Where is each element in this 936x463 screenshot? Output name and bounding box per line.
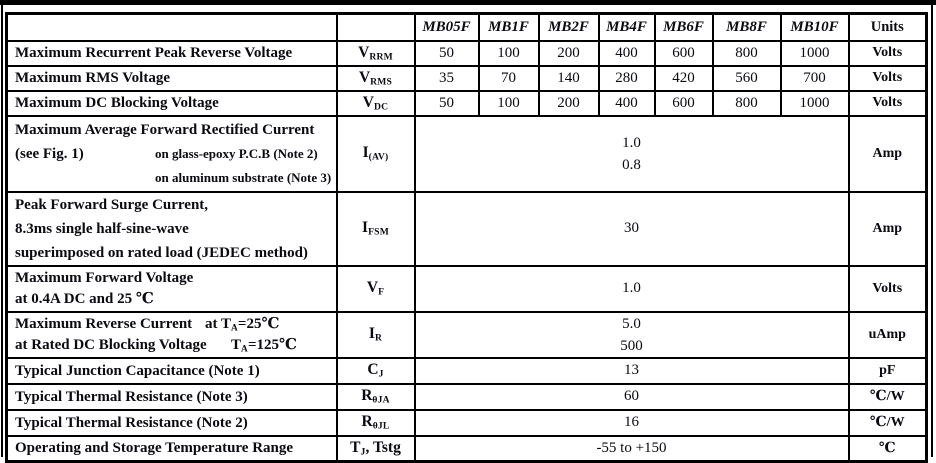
param-label [7, 192, 337, 266]
page-top-rule [0, 0, 936, 5]
table-row-vrms [7, 66, 927, 91]
table-header-row [7, 14, 927, 41]
label-line [15, 335, 336, 356]
value-cell: 1000 [781, 91, 849, 116]
symbol-base: I [362, 144, 369, 162]
label-reverse-current: Maximum Reverse Current [15, 315, 193, 332]
symbol-base: R [361, 413, 373, 431]
value-cell-span [415, 116, 849, 192]
column-header-mb4f: MB4F [599, 14, 655, 41]
symbol-base: C [367, 361, 379, 379]
label-line: superimposed on rated load (JEDEC method) [15, 244, 308, 261]
value-cell: 200 [539, 91, 599, 116]
value-cell: 100 [479, 41, 539, 66]
symbol-subscript: J [378, 368, 384, 380]
symbol-cell [337, 312, 415, 358]
symbol-base: V [358, 68, 371, 86]
value-cell-span: -55 to +150 [415, 436, 849, 462]
param-label: Maximum DC Blocking Voltage [7, 91, 337, 116]
symbol-cell [337, 266, 415, 312]
symbol-cell [337, 41, 415, 66]
value-cell: 50 [415, 41, 479, 66]
table-row-vrrm [7, 41, 927, 66]
label-line: Maximum Average Forward Rectified Current [15, 121, 315, 138]
table-row-ir [7, 312, 927, 358]
value-cell-span: 13 [415, 358, 849, 384]
symbol-subscript: R [374, 332, 383, 344]
param-label [7, 266, 337, 312]
symbol-subscript: (AV) [368, 151, 389, 163]
symbol-subscript: θJA [372, 394, 390, 406]
value-cell-span: 60 [415, 384, 849, 410]
value-cell: 1000 [781, 41, 849, 66]
column-header-units: Units [849, 14, 927, 41]
page-left-rule [1, 0, 3, 457]
value-cell: 400 [599, 91, 655, 116]
param-label [7, 116, 337, 192]
param-label: Typical Thermal Resistance (Note 3) [7, 384, 337, 410]
header-empty-symbol-cell [337, 14, 415, 41]
symbol-cell [337, 358, 415, 384]
table-row-vf [7, 266, 927, 312]
condition-text: =25℃ [237, 315, 280, 332]
column-header-mb2f: MB2F [539, 14, 599, 41]
label-line [15, 314, 336, 335]
value-cell: 100 [479, 91, 539, 116]
symbol-subscript: F [378, 286, 385, 298]
value-line: 0.8 [622, 156, 641, 173]
value-cell: 400 [599, 41, 655, 66]
param-label: Maximum Recurrent Peak Reverse Voltage [7, 41, 337, 66]
value-cell: 140 [539, 66, 599, 91]
symbol-subscript: θJL [372, 420, 390, 432]
units-cell: Volts [849, 266, 927, 312]
symbol-cell [337, 66, 415, 91]
label-aluminum: on aluminum substrate (Note 3) [155, 169, 332, 185]
table-row-vdc [7, 91, 927, 116]
condition-text: at T [205, 315, 231, 332]
param-label [7, 312, 337, 358]
units-cell: Amp [849, 116, 927, 192]
column-header-mb10f: MB10F [781, 14, 849, 41]
value-cell: 800 [713, 41, 781, 66]
value-line: 500 [620, 337, 643, 354]
label-line: Maximum Forward Voltage [15, 269, 194, 286]
label-condition-125c [231, 335, 297, 358]
ratings-table [5, 12, 928, 463]
table-row-iav [7, 116, 927, 192]
symbol-cell [337, 116, 415, 192]
value-cell-span [415, 312, 849, 358]
value-line: 5.0 [622, 315, 641, 332]
value-cell-span: 30 [415, 192, 849, 266]
value-cell: 600 [655, 91, 713, 116]
value-cell: 420 [655, 66, 713, 91]
symbol-subscript: RRM [369, 51, 393, 63]
param-label: Typical Thermal Resistance (Note 2) [7, 410, 337, 436]
value-cell: 70 [479, 66, 539, 91]
symbol-base: V [358, 43, 370, 61]
symbol-subscript: DC [373, 101, 389, 113]
value-cell: 800 [713, 91, 781, 116]
value-cell: 200 [539, 41, 599, 66]
condition-subscript: A [241, 344, 248, 355]
label-line: Peak Forward Surge Current, [15, 196, 209, 213]
symbol-subscript: J [360, 446, 366, 458]
units-cell: ℃/W [849, 384, 927, 410]
header-empty-parameter-cell [7, 14, 337, 41]
units-cell: Amp [849, 192, 927, 266]
label-line: at 0.4A DC and 25 ℃ [15, 290, 154, 307]
value-cell: 35 [415, 66, 479, 91]
units-cell: Volts [849, 41, 927, 66]
column-header-mb1f: MB1F [479, 14, 539, 41]
units-cell: Volts [849, 91, 927, 116]
param-label: Maximum RMS Voltage [7, 66, 337, 91]
value-cell: 280 [599, 66, 655, 91]
value-cell: 600 [655, 41, 713, 66]
symbol-cell [337, 192, 415, 266]
table-row-tj-tstg [7, 436, 927, 462]
value-line: 1.0 [622, 134, 641, 151]
page-right-rule [931, 0, 933, 457]
symbol-subscript: FSM [368, 226, 389, 238]
symbol-suffix: , Tstg [365, 438, 401, 456]
label-glass-epoxy: on glass-epoxy P.C.B (Note 2) [155, 145, 318, 161]
condition-subscript: A [230, 323, 238, 334]
value-cell: 50 [415, 91, 479, 116]
param-label: Typical Junction Capacitance (Note 1) [7, 358, 337, 384]
table-row-ifsm [7, 192, 927, 266]
value-cell: 560 [713, 66, 781, 91]
units-cell: Volts [849, 66, 927, 91]
param-label: Operating and Storage Temperature Range [7, 436, 337, 462]
condition-text: =125℃ [247, 336, 297, 353]
units-cell: ℃/W [849, 410, 927, 436]
label-see-fig: (see Fig. 1) [15, 145, 84, 162]
symbol-cell [337, 91, 415, 116]
table-row-cj [7, 358, 927, 384]
table-row-rthjl [7, 410, 927, 436]
symbol-base: I [368, 325, 375, 343]
label-rated-dc: at Rated DC Blocking Voltage [15, 336, 207, 353]
column-header-mb8f: MB8F [713, 14, 781, 41]
symbol-cell [337, 436, 415, 462]
column-header-mb05f: MB05F [415, 14, 479, 41]
condition-text: T [231, 336, 242, 353]
symbol-cell [337, 384, 415, 410]
label-line: 8.3ms single half-sine-wave [15, 220, 189, 237]
value-cell-span: 16 [415, 410, 849, 436]
table-row-rthja [7, 384, 927, 410]
value-cell-span: 1.0 [415, 266, 849, 312]
column-header-mb6f: MB6F [655, 14, 713, 41]
symbol-base: V [366, 279, 379, 297]
units-cell: uAmp [849, 312, 927, 358]
symbol-cell [337, 410, 415, 436]
units-cell: ℃ [849, 436, 927, 462]
symbol-subscript: RMS [370, 76, 393, 88]
value-cell: 700 [781, 66, 849, 91]
symbol-base: T [350, 438, 361, 456]
symbol-base: V [362, 93, 374, 111]
units-cell: pF [849, 358, 927, 384]
label-line [15, 142, 336, 166]
symbol-base: I [362, 219, 369, 237]
symbol-base: R [361, 387, 373, 405]
